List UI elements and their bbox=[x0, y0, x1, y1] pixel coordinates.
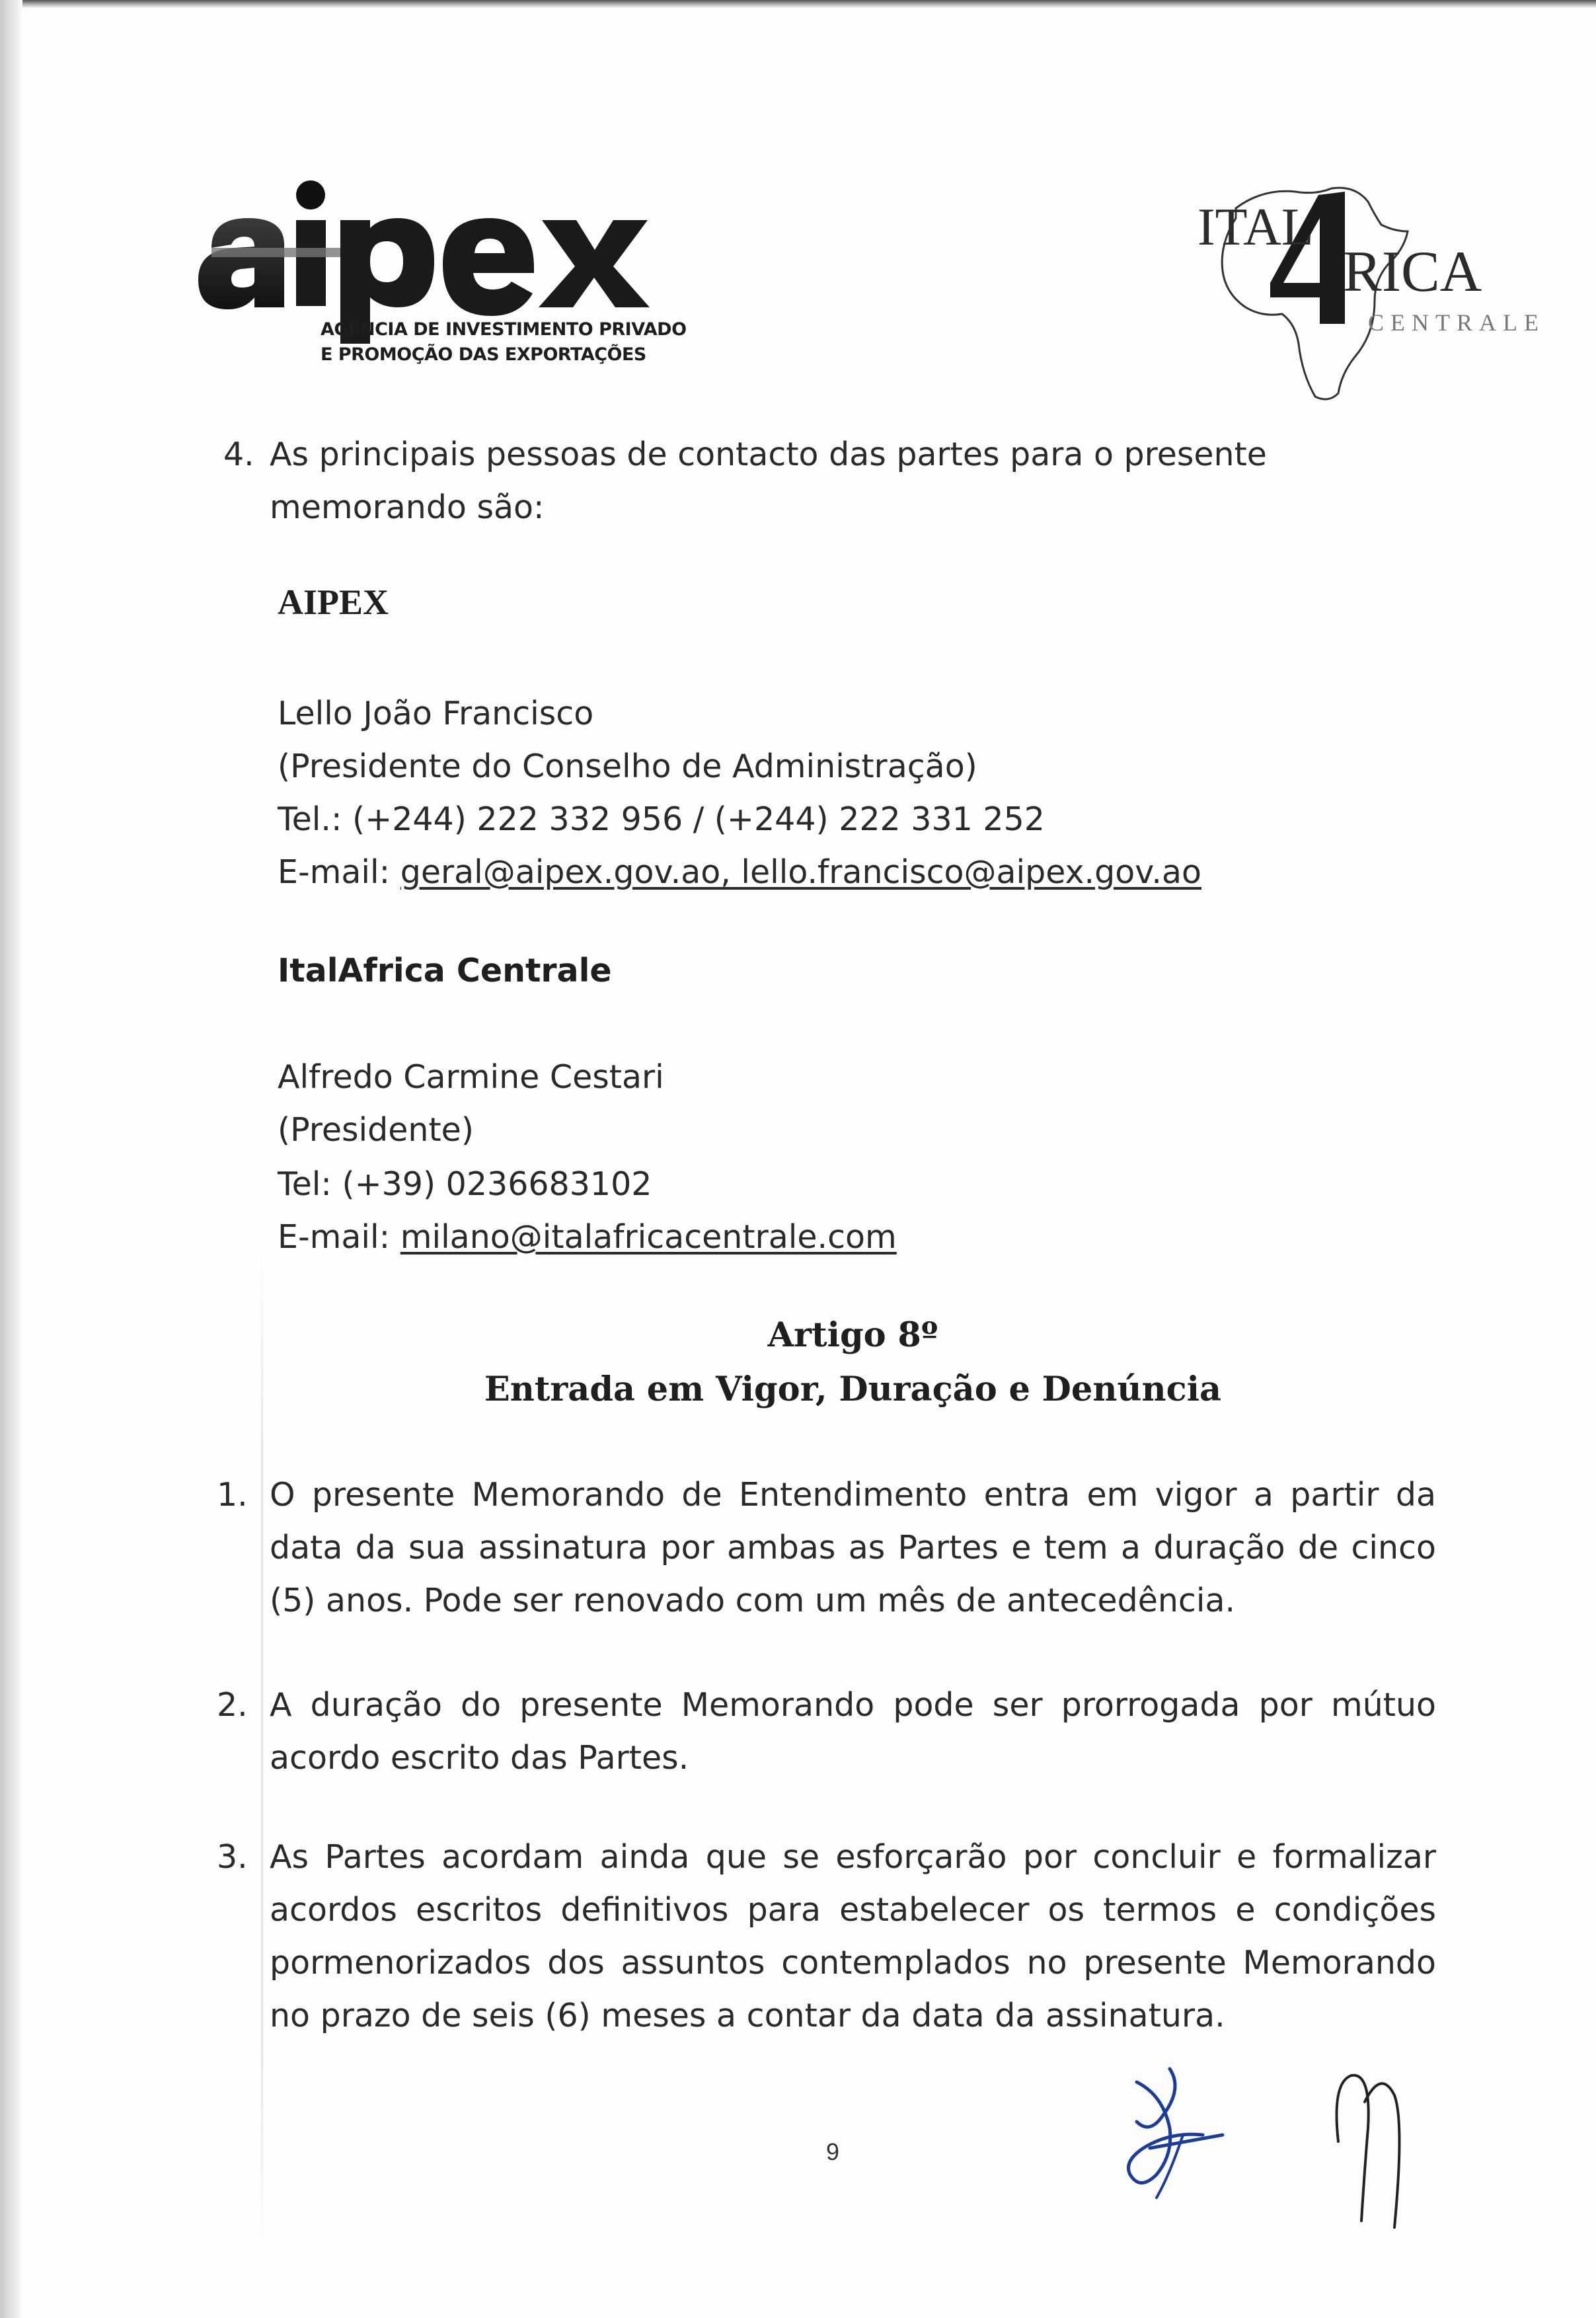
italafrica-contact-tel bbox=[278, 1158, 652, 1211]
italafrica-logo-mark bbox=[1190, 169, 1545, 420]
article-item-1-number: 1. bbox=[217, 1476, 248, 1514]
signature-initials-1 bbox=[1110, 2056, 1242, 2214]
aipex-contact-role: (Presidente do Conselho de Administração) bbox=[278, 748, 977, 785]
aipex-contact-tel bbox=[278, 793, 1045, 846]
scan-left-edge bbox=[0, 0, 22, 2318]
clause4-text: As principais pessoas de contacto das partes para o presente memorando são: bbox=[270, 436, 1267, 526]
clause4-number: 4. bbox=[223, 436, 254, 473]
aipex-contact-name: Lello João Francisco bbox=[278, 695, 594, 732]
italafrica-email-label: E-mail: bbox=[278, 1218, 391, 1256]
italafrica-contact-email bbox=[278, 1211, 897, 1264]
italafrica-heading: ItalAfrica Centrale bbox=[278, 952, 612, 989]
aipex-tel-value: (+244) 222 332 956 / (+244) 222 331 252 bbox=[352, 800, 1045, 838]
svg-text:RICA: RICA bbox=[1343, 240, 1482, 304]
scan-fold-shadow bbox=[261, 1256, 263, 2247]
svg-text:ITAL: ITAL bbox=[1197, 198, 1314, 256]
signature-initials-2 bbox=[1312, 2062, 1424, 2227]
article-subtitle: Entrada em Vigor, Duração e Denúncia bbox=[484, 1370, 1222, 1409]
aipex-logo-mark bbox=[198, 169, 674, 321]
italafrica-contact-name: Alfredo Carmine Cestari bbox=[278, 1058, 664, 1096]
svg-text:CENTRALE: CENTRALE bbox=[1368, 309, 1545, 336]
italafrica-email-link[interactable]: milano@italafricacentrale.com bbox=[400, 1218, 897, 1256]
aipex-email-label: E-mail: bbox=[278, 853, 391, 891]
aipex-email-link[interactable]: geral@aipex.gov.ao, lello.francisco@aipex.gov.ao bbox=[400, 853, 1201, 891]
italafrica-tel-label: Tel: bbox=[278, 1165, 332, 1203]
aipex-tagline-1: AGÊNCIA DE INVESTIMENTO PRIVADO bbox=[321, 319, 687, 340]
article-item-3-number: 3. bbox=[217, 1838, 248, 1876]
aipex-tel-label: Tel.: bbox=[278, 800, 342, 838]
italafrica-logo bbox=[1190, 169, 1545, 420]
aipex-tagline-2: E PROMOÇÃO DAS EXPORTAÇÕES bbox=[321, 344, 646, 365]
aipex-logo bbox=[198, 169, 687, 387]
italafrica-tel-value: (+39) 0236683102 bbox=[342, 1165, 652, 1203]
italafrica-contact-role: (Presidente) bbox=[278, 1111, 474, 1149]
article-item-2-number: 2. bbox=[217, 1686, 248, 1724]
article-item-3-text: As Partes acordam ainda que se esforçarão por concluir e formalizar acordos escritos definitivos para estabelecer os termos e condições pormenorizados dos assuntos contemplados no presente Memorando no prazo de seis (6) meses a contar da data da assinatura. bbox=[270, 1838, 1436, 2034]
article-title: Artigo 8º bbox=[767, 1315, 938, 1355]
article-item-2-text: A duração do presente Memorando pode ser prorrogada por mútuo acordo escrito das Partes. bbox=[270, 1686, 1436, 1777]
aipex-heading: AIPEX bbox=[278, 582, 389, 622]
scan-top-edge bbox=[0, 0, 1596, 8]
aipex-contact-email bbox=[278, 846, 1201, 899]
article-item-1-text: O presente Memorando de Entendimento entra em vigor a partir da data da sua assinatura por ambas as Partes e tem a duração de cinco (5) anos. Pode ser renovado com um mês de antecedência. bbox=[270, 1476, 1436, 1619]
page-number: 9 bbox=[825, 2138, 840, 2165]
